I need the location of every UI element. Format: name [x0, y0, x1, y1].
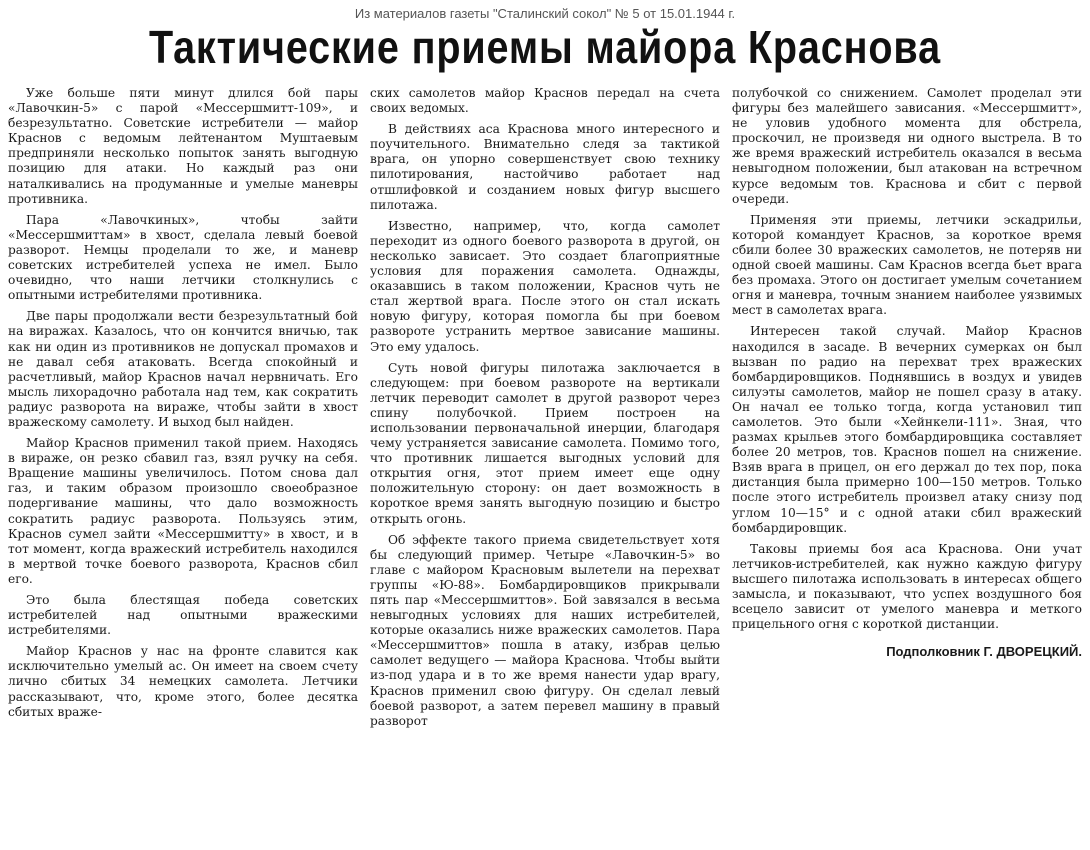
paragraph: Применяя эти приемы, летчики эскадрильи, которой командует Краснов, за короткое время сбили более 30 вражеских самолетов, не потеряв ни одной своей машины. Сам Краснов всегда бьет врага без промаха. Этого он достигает умелым сочетанием огня и маневра, точным знанием наиболее уязвимых мест в самолетах врага.: [732, 212, 1082, 318]
paragraph: Пара «Лавочкиных», чтобы зайти «Мессершмиттам» в хвост, сделала левый боевой разворот. Немцы проделали то же, и маневр советских истребителей успеха не имел. Было очевидно, что наши летчики столкнулись с опытными истребителями противника.: [8, 212, 358, 303]
paragraph: Майор Краснов применил такой прием. Находясь в вираже, он резко сбавил газ, взял ручку на себя. Вращение машины увеличилось. Потом снова дал газ, и таким образом произошло своеобразное подергивание машины, что дало возможность сократить радиус разворота. Пользуясь этим, Краснов сумел зайти «Мессершмитту» в хвост, и в тот момент, когда вражеский истребитель находился в мертвой точке боевого разворота, Краснов сбил его.: [8, 436, 358, 586]
paragraph: полубочкой со снижением. Самолет проделал эти фигуры без малейшего зависания. «Мессершмитт», не уловив удобного момента для обстрела, проскочил, не произведя ни одного выстрела. В то же время вражеский истребитель оказался в весьма невыгодном положении, был атакован на встречном курсе ведомым тов. Краснова и сбит с первой очереди.: [732, 86, 1082, 206]
column-2: [370, 86, 720, 846]
paragraph: Суть новой фигуры пилотажа заключается в следующем: при боевом развороте на вертикали летчик переводит самолет в другой разворот через спину полубочкой. Прием построен на использовании первоначальной инерции, благодаря чему устраняется зависание самолета. Помимо того, что противник лишается выгодных условий для открытия огня, этот прием имеет еще одну положительную сторону: он дает возможность в короткое время занять выгодную позицию и быстро открыть огонь.: [370, 360, 720, 526]
paragraph: Две пары продолжали вести безрезультатный бой на виражах. Казалось, что он кончится вничью, так как ни один из противников не допускал промахов и не давал себя атаковать. Всегда спокойный и расчетливый, майор Краснов начал нервничать. Его мысль лихорадочно работала над тем, как сократить радиус разворота на вираже, чтобы зайти в хвост вражескому самолету. И выход был найден.: [8, 309, 358, 429]
paragraph: Таковы приемы боя аса Краснова. Они учат летчиков-истребителей, как нужно каждую фигуру высшего пилотажа использовать в интересах общего замысла, и показывают, что успех воздушного боя всецело зависит от умелого маневра и меткого прицельного огня с короткой дистанции.: [732, 541, 1082, 632]
paragraph: Уже больше пяти минут длился бой пары «Лавочкин-5» с парой «Мессершмитт-109», и безрезультатно. Советские истребители — майор Краснов с ведомым лейтенантом Муштаевым предприняли несколько попыток занять выгодную позицию для атаки. Но каждый раз они наталкивались на продуманные и умелые маневры противника.: [8, 86, 358, 206]
author-signature: Подполковник Г. ДВОРЕЦКИЙ.: [886, 644, 1082, 660]
paragraph: Интересен такой случай. Майор Краснов находился в засаде. В вечерних сумерках он был вызван по радио на перехват трех вражеских бомбардировщиков. Поднявшись в воздух и увидев силуэты самолетов, майор не пошел сразу в атаку. Он начал ее только тогда, когда установил тип самолетов. Это были «Хейнкели-111». Зная, что размах крыльев этого бомбардировщика составляет более 20 метров, тов. Краснов пошел на снижение. Взяв врага в прицел, он его держал до тех пор, пока дистанция была примерно 100—150 метров. Только после этого истребитель произвел атаку снизу под углом 10—15° и с одной атаки сбил вражеский бомбардировщик.: [732, 324, 1082, 535]
paragraph: Известно, например, что, когда самолет переходит из одного боевого разворота в другой, он несколько зависает. Это создает благоприятные условия для поражения самолета. Однажды, оказавшись в таком положении, Краснов чуть не стал жертвой врага. После этого он стал искать новую фигуру, которая помогла бы при боевом развороте устранить мертвое зависание машины. Это ему удалось.: [370, 218, 720, 354]
article-body: [8, 86, 1082, 846]
article-title: Тактические приемы майора Краснова: [149, 21, 941, 73]
paragraph: Об эффекте такого приема свидетельствует хотя бы следующий пример. Четыре «Лавочкин-5» во главе с майором Красновым вылетели на перехват группы «Ю-88». Бомбардировщиков прикрывали пять пар «Мессершмиттов». Бой завязался в весьма невыгодных условиях для наших истребителей, которые оказались ниже вражеских самолетов. Пара «Мессершмиттов» пошла в атаку, избрав целью самолет ведущего — майора Краснова. Чтобы выйти из-под удара и в то же время нанести удар врагу, Краснов применил свою фигуру. Он сделал левый боевой разворот, а затем перевел машину в правый разворот: [370, 532, 720, 728]
paragraph: Это была блестящая победа советских истребителей над опытными вражескими истребителями.: [8, 593, 358, 638]
paragraph: Майор Краснов у нас на фронте славится как исключительно умелый ас. Он имеет на своем счету лично сбитых 34 немецких самолета. Летчики рассказывают, что, кроме этого, более десятка сбитых враже-: [8, 644, 358, 719]
paragraph: В действиях аса Краснова много интересного и поучительного. Внимательно следя за тактикой врага, он упорно совершенствует свою технику пилотирования, настойчиво работает над отшлифовкой и созданием новых фигур высшего пилотажа.: [370, 122, 720, 212]
column-3: [732, 86, 1082, 846]
paragraph: ских самолетов майор Краснов передал на счета своих ведомых.: [370, 86, 720, 116]
column-1: [8, 86, 358, 846]
source-line: Из материалов газеты "Сталинский сокол" № 5 от 15.01.1944 г.: [354, 6, 736, 21]
